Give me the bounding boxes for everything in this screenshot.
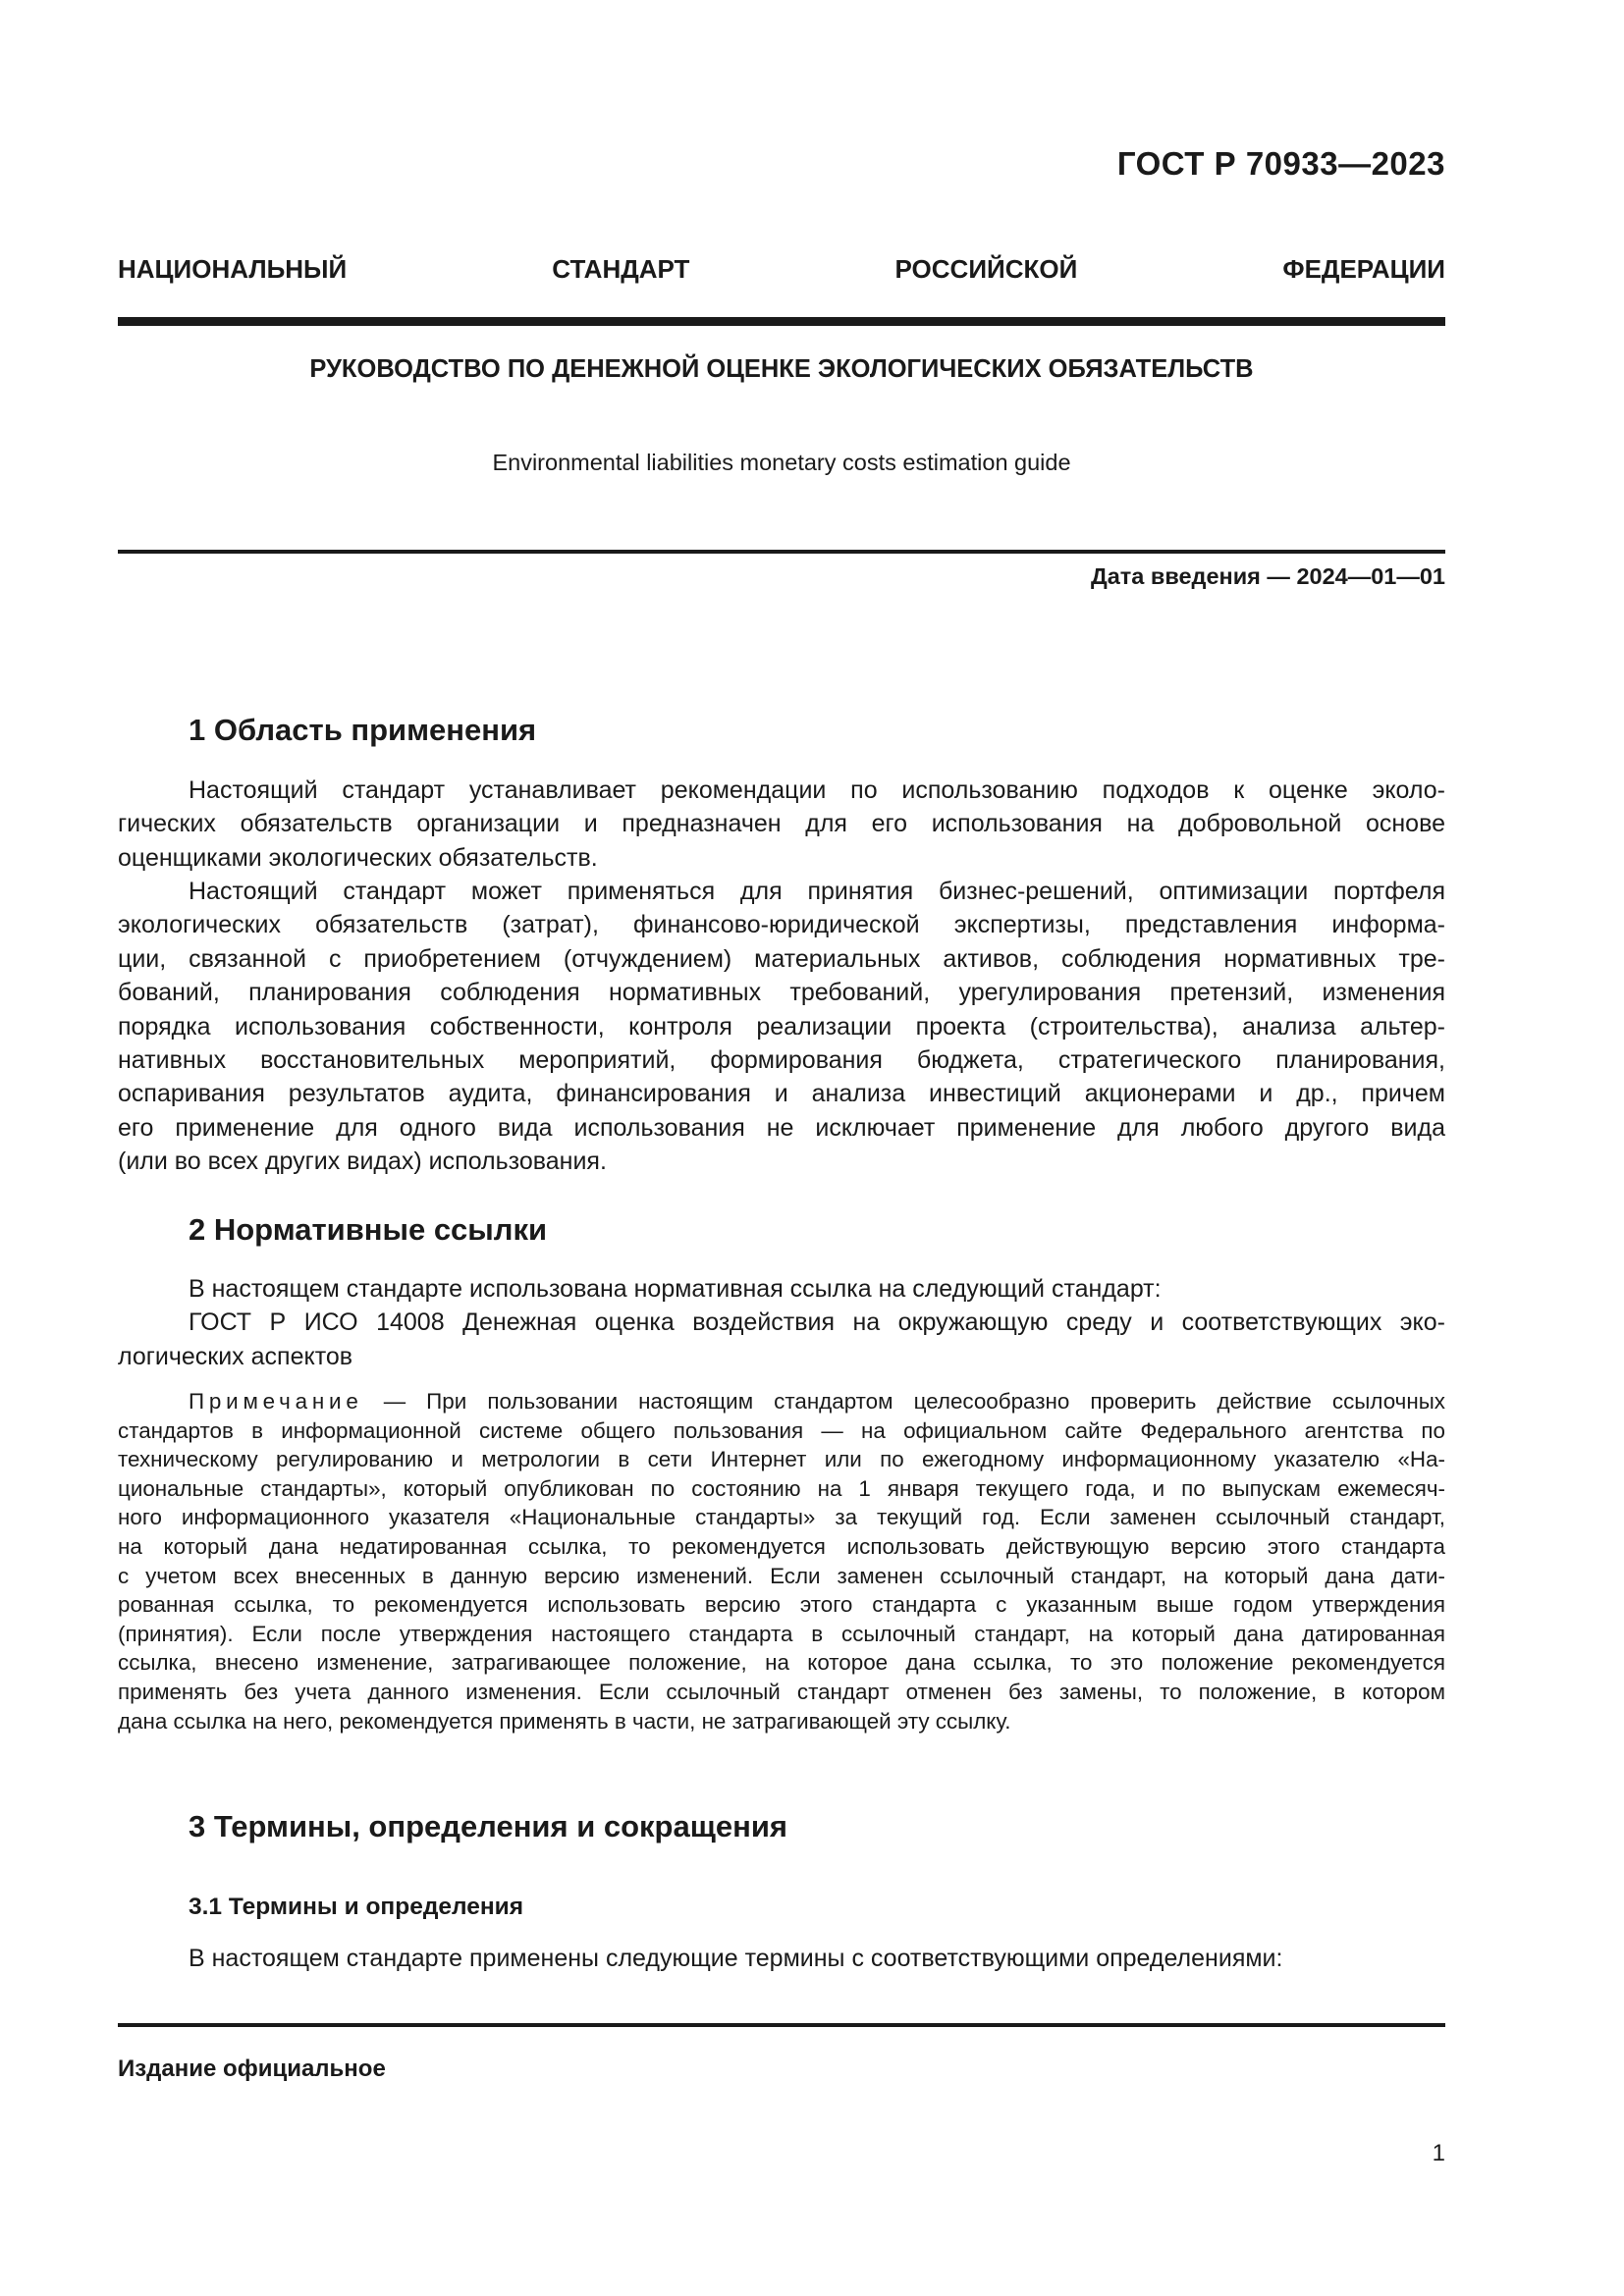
text-line: В настоящем стандарте использована нормативная ссылка на следующий стандарт: bbox=[189, 1275, 1162, 1303]
text-line: стандартов в информационной системе общего пользования — на официальном сайте Федерального агентства по bbox=[118, 1417, 1445, 1443]
text-line: ции, связанной с приобретением (отчуждением) материальных активов, соблюдения нормативных тре- bbox=[118, 944, 1445, 973]
text-line: ссылка, внесено изменение, затрагивающее положение, на которое дана ссылка, то это положение рекомендуется bbox=[118, 1650, 1445, 1676]
header-divider bbox=[118, 317, 1445, 326]
normative-reference: ГОСТ Р ИСО 14008 Денежная оценка воздействия на окружающую среду и соответствующих эко- bbox=[189, 1308, 1445, 1337]
text-line: (или во всех других видах) использования. bbox=[118, 1148, 607, 1176]
text-line: с учетом всех внесенных в данную версию изменений. Если заменен ссылочный стандарт, на который дана дати- bbox=[118, 1563, 1445, 1588]
section-3-heading: 3 Термины, определения и сокращения bbox=[189, 1809, 787, 1843]
document-number: ГОСТ Р 70933—2023 bbox=[1116, 145, 1445, 182]
subsection-3-1-heading: 3.1 Термины и определения bbox=[189, 1894, 524, 1920]
section-1-heading: 1 Область применения bbox=[189, 713, 537, 747]
text-line: Примечание — При пользовании настоящим стандартом целесообразно проверить действие ссылочных bbox=[118, 1387, 1445, 1416]
text-line: экологических обязательств (затрат), финансово-юридической экспертизы, представления информа- bbox=[118, 911, 1445, 939]
section-2-paragraph bbox=[118, 1272, 1445, 1373]
text-line: порядка использования собственности, контроля реализации проекта (строительства), анализа альтер- bbox=[118, 1012, 1445, 1041]
text-line: гических обязательств организации и предназначен для его использования на добровольной основе bbox=[118, 810, 1445, 838]
section-3-1-paragraph: В настоящем стандарте применены следующие термины с соответствующими определениями: bbox=[189, 1945, 1283, 1972]
text-line: его применение для одного вида использования не исключает применение для любого другого вида bbox=[118, 1113, 1445, 1142]
text-line: применять без учета данного изменения. Если ссылочный стандарт отменен без замены, то положение, в котором bbox=[118, 1679, 1445, 1704]
note-block bbox=[118, 1387, 1445, 1735]
text-line: Настоящий стандарт может применяться для принятия бизнес-решений, оптимизации портфеля bbox=[189, 878, 1445, 905]
document-title: РУКОВОДСТВО ПО ДЕНЕЖНОЙ ОЦЕНКЕ ЭКОЛОГИЧЕСКИХ ОБЯЗАТЕЛЬСТВ bbox=[309, 355, 1254, 383]
national-standard-banner: НАЦИОНАЛЬНЫЙ СТАНДАРТ РОССИЙСКОЙ ФЕДЕРАЦИИ bbox=[118, 254, 1445, 284]
official-edition-label: Издание официальное bbox=[118, 2056, 386, 2082]
text-line: (принятия). Если после утверждения настоящего стандарта в ссылочный стандарт, на который дана датированная bbox=[118, 1621, 1445, 1646]
text-line: бований, планирования соблюдения нормативных требований, урегулирования претензий, изменения bbox=[118, 979, 1445, 1007]
text-line: циональные стандарты», который опубликован по состоянию на 1 января текущего года, и по выпускам ежемесяч- bbox=[118, 1475, 1445, 1501]
section-2-heading: 2 Нормативные ссылки bbox=[189, 1212, 548, 1247]
section-1-paragraph-2 bbox=[118, 875, 1445, 1179]
text-line: дана ссылка на него, рекомендуется применять в части, не затрагивающей эту ссылку. bbox=[118, 1708, 1011, 1734]
page-number: 1 bbox=[1432, 2140, 1445, 2166]
document-subtitle-en: Environmental liabilities monetary costs estimation guide bbox=[492, 450, 1071, 475]
footer-divider bbox=[118, 2023, 1445, 2027]
text-line: оспаривания результатов аудита, финансирования и анализа инвестиций акционерами и др., причем bbox=[118, 1080, 1445, 1108]
section-1-paragraph-1 bbox=[118, 774, 1445, 875]
text-line: техническому регулированию и метрологии в сети Интернет или по ежегодному информационному указателю «На- bbox=[118, 1447, 1445, 1472]
text-line: рованная ссылка, то рекомендуется использовать версию этого стандарта с указанным выше годом утверждения bbox=[118, 1592, 1445, 1618]
text-line: нативных восстановительных мероприятий, формирования бюджета, стратегического планирования, bbox=[118, 1046, 1445, 1075]
text-line: логических аспектов bbox=[118, 1342, 353, 1370]
text-line: ного информационного указателя «Национальные стандарты» за текущий год. Если заменен ссылочный стандарт, bbox=[118, 1505, 1445, 1530]
title-divider bbox=[118, 550, 1445, 554]
text-line: на который дана недатированная ссылка, то рекомендуется использовать действующую версию этого стандарта bbox=[118, 1533, 1445, 1559]
text-line: Настоящий стандарт устанавливает рекомендации по использованию подходов к оценке эколо- bbox=[189, 776, 1445, 804]
note-label: Примечание bbox=[189, 1389, 363, 1414]
text-line: оценщиками экологических обязательств. bbox=[118, 843, 598, 872]
introduction-date: Дата введения — 2024—01—01 bbox=[1090, 563, 1445, 589]
